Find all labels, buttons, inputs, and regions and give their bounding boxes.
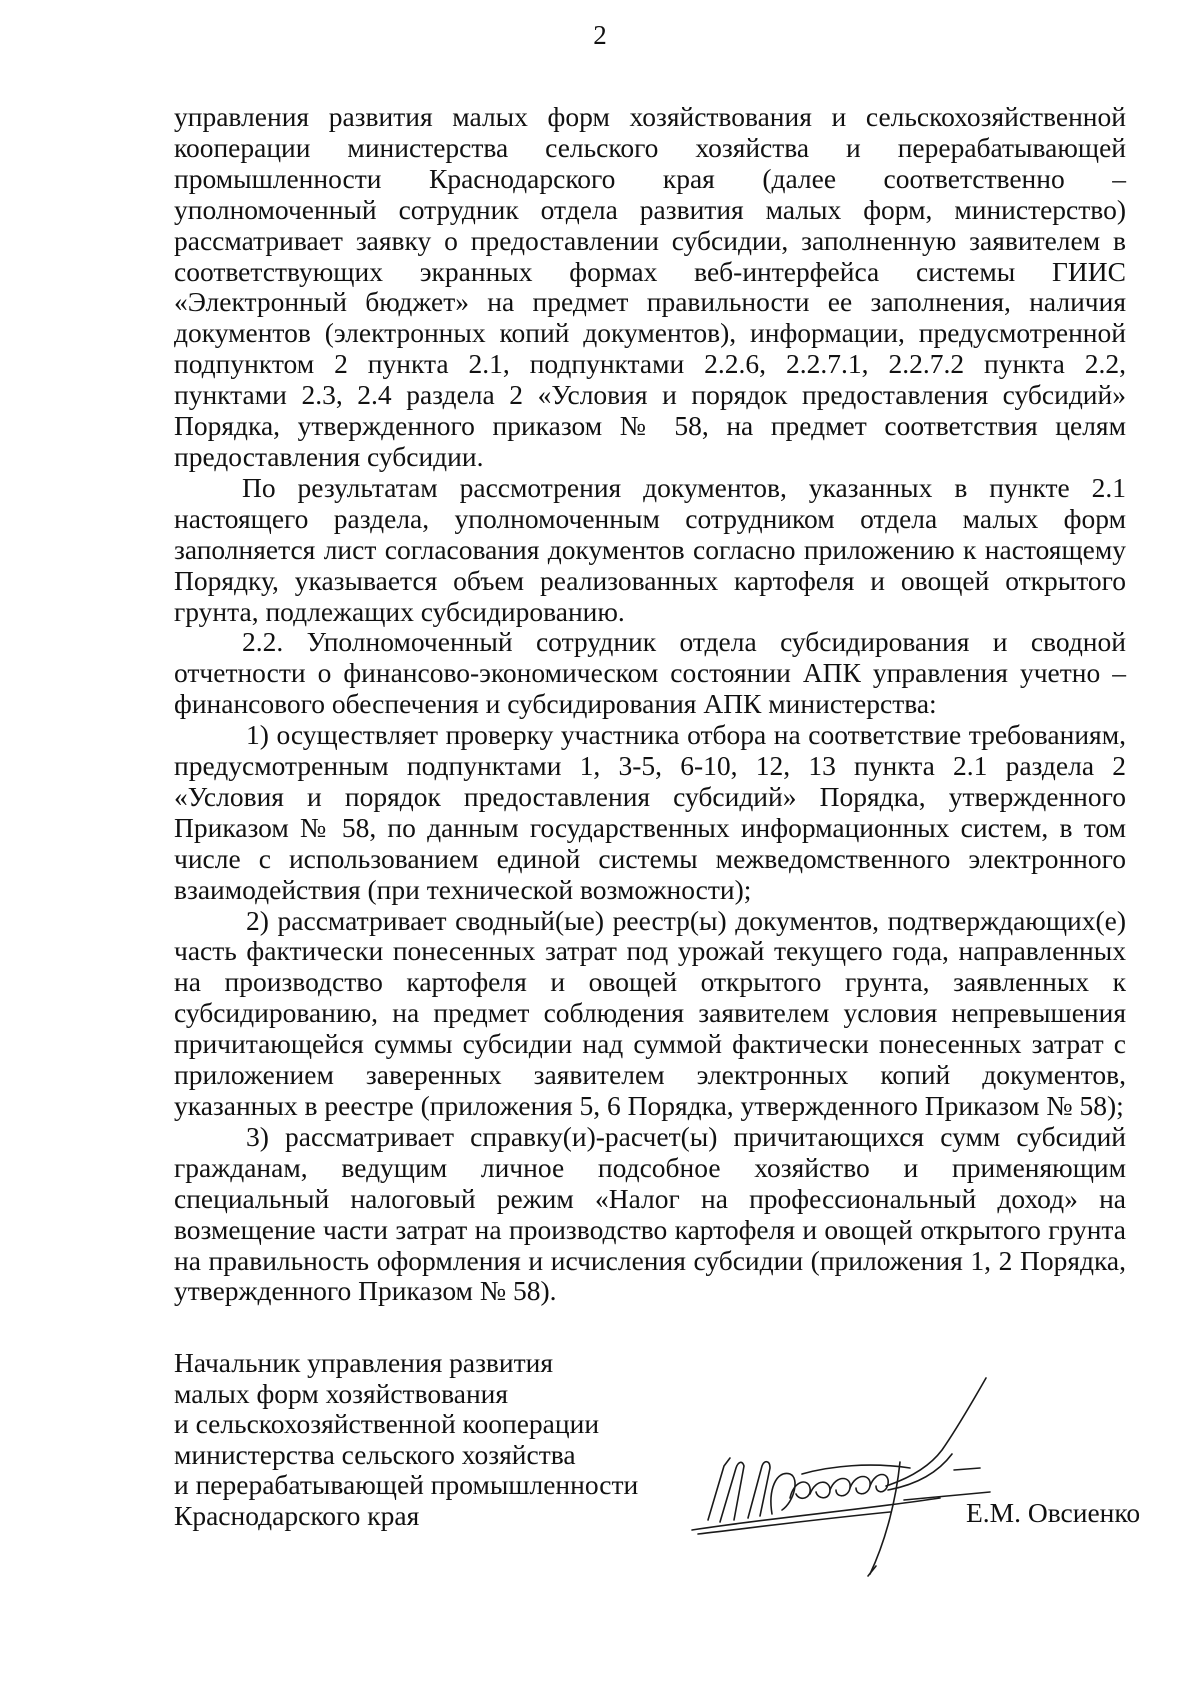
position-line: и перерабатывающей промышленности — [174, 1469, 639, 1500]
paragraph-review-results: По результатам рассмотрения документов, указанных в пункте 2.1 настоящего раздела, уполномоченным сотрудником отдела малых форм заполняется лист согласования документов согласно приложению к настоящему Порядку, указывается объем реализованных картофеля и овощей открытого грунта, подлежащих субсидированию. — [174, 471, 1126, 627]
page-number: 2 — [593, 20, 607, 50]
paragraph-2-2: 2.2. Уполномоченный сотрудник отдела субсидирования и сводной отчетности о финансово-экономическом состоянии АПК управления учетно – финансового обеспечения и субсидирования АПК министерства: — [174, 626, 1126, 720]
list-item-2: 2) рассматривает сводный(ые) реестр(ы) документов, подтверждающих(е) часть фактически понесенных затрат под урожай текущего года, направленных на производство картофеля и овощей открытого грунта, заявленных к субсидированию, на предмет соблюдения заявителем условия непревышения причитающейся суммы субсидии над суммой фактически понесенных затрат с приложением заверенных заявителем электронных копий документов, указанных в реестре (приложения 5, 6 Порядка, утвержденного Приказом № 58); — [174, 904, 1126, 1121]
position-line: малых форм хозяйствования — [174, 1377, 509, 1409]
paragraph-continuation: управления развития малых форм хозяйствования и сельскохозяйственной кооперации министерства сельского хозяйства и перерабатывающей промышленности Краснодарского края (далее соответственно – уполномоченный сотрудник отдела развития малых форм, министерство) рассматривает заявку о предоставлении субсидии, заполненную заявителем в соответствующих экранных формах веб-интерфейса системы ГИИС «Электронный бюджет» на предмет правильности ее заполнения, наличия документов (электронных копий документов), информации, предусмотренной подпунктом 2 пункта 2.1, подпунктами 2.2.6, 2.2.7.1, 2.2.7.2 пункта 2.2, пунктами 2.3, 2.4 раздела 2 «Условия и порядок предоставления субсидий» Порядка, утвержденного приказом № 58, на предмет соответствия целям предоставления субсидии. — [174, 101, 1126, 472]
signer-name: Е.М. Овсиенко — [966, 1497, 1141, 1528]
position-line: Начальник управления развития — [174, 1347, 554, 1378]
position-line: и сельскохозяйственной кооперации — [174, 1408, 600, 1439]
signatory-position — [174, 1348, 694, 1531]
list-item-1: 1) осуществляет проверку участника отбора на соответствие требованиям, предусмотренным подпунктами 1, 3-5, 6-10, 12, 13 пункта 2.1 раздела 2 «Условия и порядок предоставления субсидий» Порядка, утвержденного Приказом № 58, по данным государственных информационных систем, в том числе с использованием единой системы межведомственного электронного взаимодействия (при технической возможности); — [174, 719, 1126, 905]
handwritten-signature — [690, 1370, 1050, 1580]
list-item-3: 3) рассматривает справку(и)-расчет(ы) причитающихся сумм субсидий гражданам, ведущим личное подсобное хозяйство и применяющим специальный налоговый режим «Налог на профессиональный доход» на возмещение части затрат на производство картофеля и овощей открытого грунта на правильность оформления и исчисления субсидии (приложения 1, 2 Порядка, утвержденного Приказом № 58). — [174, 1120, 1126, 1307]
document-body — [174, 102, 1126, 1307]
position-line: Краснодарского края — [174, 1499, 420, 1531]
position-line: министерства сельского хозяйства — [174, 1438, 576, 1470]
